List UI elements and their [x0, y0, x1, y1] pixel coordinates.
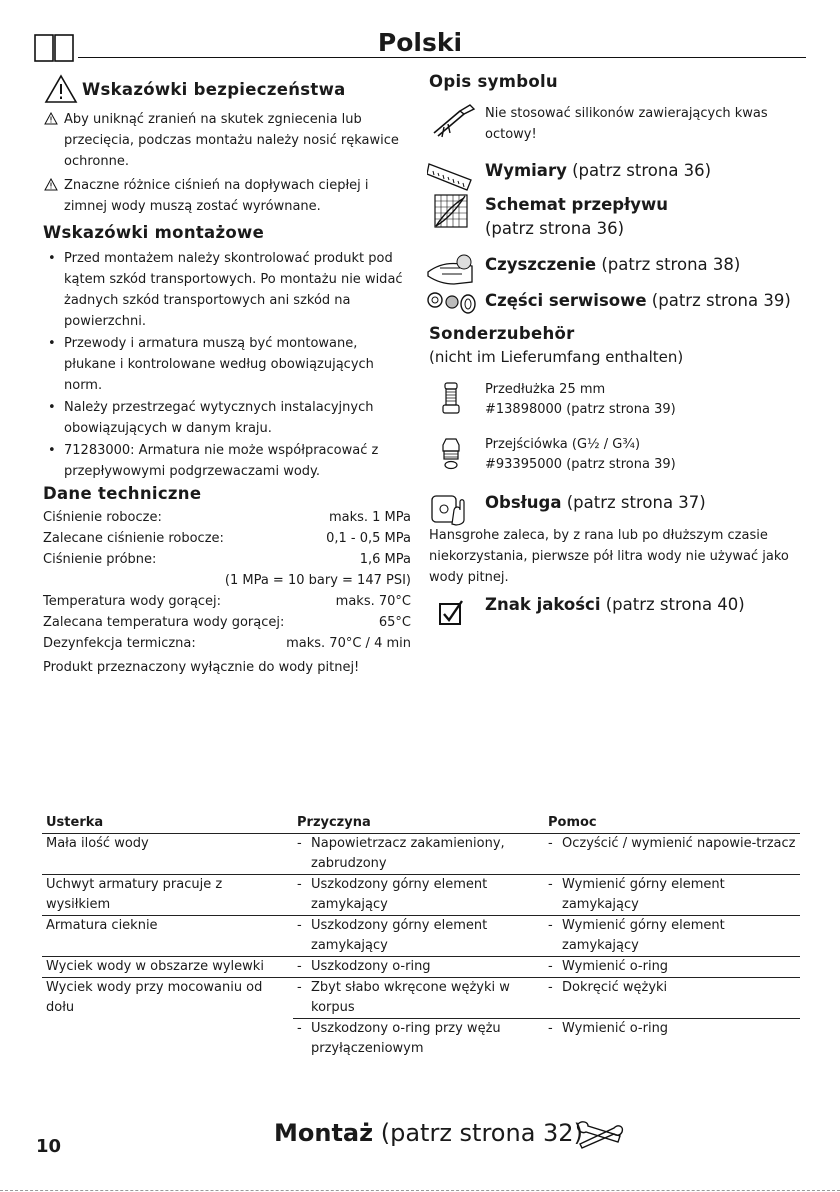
- tech-title: Dane techniczne: [43, 484, 202, 503]
- tech-note: Produkt przeznaczony wyłącznie do wody pitnej!: [43, 660, 360, 675]
- adapter-icon: [440, 437, 462, 475]
- montage-title: Wskazówki montażowe: [43, 223, 265, 242]
- dimensions-ref: Wymiary (patrz strona 36): [485, 161, 712, 180]
- montage-item: • Przed montażem należy skontrolować produkt pod kątem szkód transportowych. Po montażu nie widać żadnych szkód transportowych ani szkód na powierzchni.: [44, 248, 412, 332]
- tech-row: Zalecana temperatura wody gorącej: 65°C: [43, 615, 411, 630]
- col-header-problem: Usterka: [42, 813, 293, 834]
- table-row: - Uszkodzony o-ring przy wężu przyłączeniowym - Wymienić o-ring: [42, 1019, 800, 1060]
- table-row: Uchwyt armatury pracuje z wysiłkiem - Uszkodzony górny element zamykający - Wymienić górny element zamykający: [42, 875, 800, 916]
- tech-table: [43, 507, 411, 678]
- symbols-title: Opis symbolu: [429, 72, 558, 91]
- tech-row: Dezynfekcja termiczna: maks. 70°C / 4 min: [43, 636, 411, 651]
- small-warning-icon: [44, 178, 58, 191]
- wrench-icon: [574, 1118, 626, 1154]
- col-header-cause: Przyczyna: [293, 813, 544, 834]
- safety-title: Wskazówki bezpieczeństwa: [82, 80, 346, 99]
- montage-item: • Przewody i armatura muszą być montowane, płukane i kontrolowane według obowiązujących norm.: [44, 333, 412, 396]
- cut-line: [0, 1190, 840, 1191]
- accessories-subtitle: (nicht im Lieferumfang enthalten): [429, 348, 684, 366]
- spares-ref: Części serwisowe (patrz strona 39): [485, 291, 791, 310]
- accessory-1: Przedłużka 25 mm #13898000 (patrz strona 39): [485, 382, 676, 417]
- safety-list: [44, 109, 412, 217]
- accessories-title: Sonderzubehör: [429, 324, 575, 343]
- extension-icon: [440, 382, 462, 420]
- tech-row: (1 MPa = 10 bary = 147 PSI): [224, 573, 411, 588]
- warning-icon: [44, 74, 78, 108]
- table-row: Wyciek wody w obszarze wylewki - Uszkodzony o-ring - Wymienić o-ring: [42, 957, 800, 978]
- page-number: 10: [36, 1136, 62, 1157]
- cleaning-hand-icon: [426, 252, 476, 292]
- page-title: Polski: [377, 28, 463, 57]
- tech-row: Zalecane ciśnienie robocze: 0,1 - 0,5 MPa: [43, 531, 411, 546]
- ruler-icon: [427, 160, 473, 196]
- col-header-fix: Pomoc: [544, 813, 800, 834]
- safety-item: Aby uniknąć zranień na skutek zgniecenia lub przecięcia, podczas montażu należy nosić rękawice ochronne.: [44, 109, 412, 172]
- tech-row: Ciśnienie próbne: 1,6 MPa: [43, 552, 411, 567]
- flow-chart-icon: [434, 194, 468, 232]
- quality-check-icon: [438, 600, 464, 632]
- small-warning-icon: [44, 112, 58, 125]
- safety-item: Znaczne różnice ciśnień na dopływach ciepłej i zimnej wody muszą zostać wyrównane.: [44, 175, 412, 217]
- service-ref: Obsługa (patrz strona 37): [485, 493, 706, 512]
- montage-item: • 71283000: Armatura nie może współpracować z przepływowymi podgrzewaczami wody.: [44, 440, 412, 482]
- montaz-ref: Montaż (patrz strona 32): [274, 1119, 583, 1147]
- tech-row: Ciśnienie robocze: maks. 1 MPa: [43, 510, 411, 525]
- quality-ref: Znak jakości (patrz strona 40): [485, 595, 745, 614]
- cleaning-ref: Czyszczenie (patrz strona 38): [485, 255, 741, 274]
- tech-row: Temperatura wody gorącej: maks. 70°C: [43, 594, 411, 609]
- trouble-table: [42, 813, 800, 1059]
- service-hand-icon: [430, 490, 470, 530]
- spare-parts-icon: [426, 288, 478, 320]
- table-header: [42, 813, 800, 834]
- montage-list: [44, 248, 412, 482]
- table-row: Mała ilość wody - Napowietrzacz zakamieniony, zabrudzony - Oczyścić / wymienić napowie-trzacz: [42, 834, 800, 875]
- silicone-text: Nie stosować silikonów zawierających kwas octowy!: [485, 106, 768, 142]
- flow-ref: Schemat przepływu (patrz strona 36): [485, 195, 668, 238]
- service-text: Hansgrohe zaleca, by z rana lub po dłuższym czasie niekorzystania, pierwsze pół litra wody nie używać jako wody pitnej.: [429, 528, 789, 585]
- table-row: Armatura cieknie - Uszkodzony górny element zamykający - Wymienić górny element zamykający: [42, 916, 800, 957]
- montage-item: • Należy przestrzegać wytycznych instalacyjnych obowiązujących w danym kraju.: [44, 397, 412, 439]
- accessory-2: Przejściówka (G½ / G¾) #93395000 (patrz strona 39): [485, 437, 676, 472]
- silicone-gun-icon: [430, 103, 476, 143]
- header-rule: [78, 57, 806, 58]
- table-row: Wyciek wody przy mocowaniu od dołu - Zbyt słabo wkręcone wężyki w korpus - Dokręcić wężyki: [42, 978, 800, 1019]
